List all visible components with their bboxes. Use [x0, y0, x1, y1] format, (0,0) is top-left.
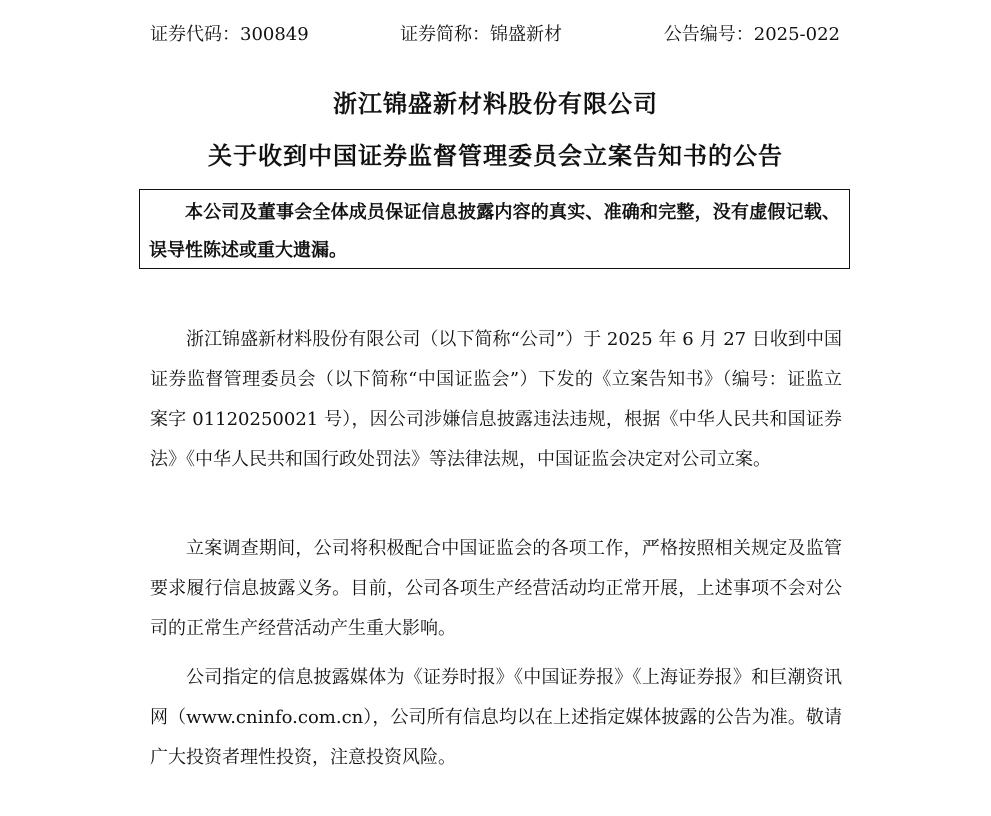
board-guarantee-notice: 本公司及董事会全体成员保证信息披露内容的真实、准确和完整，没有虚假记载、误导性陈述或重大遗漏。: [139, 189, 850, 269]
body-paragraph-1: 浙江锦盛新材料股份有限公司（以下简称“公司”）于 2025 年 6 月 27 日收到中国证券监督管理委员会（以下简称“中国证监会”）下发的《立案告知书》（编号：证监立案字 01120250021 号），因公司涉嫌信息披露违法违规，根据《中华人民共和国证券法》《中华人民共和国行政处罚法》等法律法规，中国证监会决定对公司立案。: [150, 329, 842, 470]
document-header: [150, 20, 840, 50]
stock-code: 证券代码：300849: [150, 24, 309, 45]
announcement-title: 关于收到中国证券监督管理委员会立案告知书的公告: [208, 142, 783, 170]
announcement-number: 公告编号：2025-022: [663, 24, 840, 45]
company-title: 浙江锦盛新材料股份有限公司: [333, 90, 658, 118]
body-paragraph-2: 立案调查期间，公司将积极配合中国证监会的各项工作，严格按照相关规定及监管要求履行信息披露义务。目前，公司各项生产经营活动均正常开展，上述事项不会对公司的正常生产经营活动产生重大影响。: [150, 538, 842, 639]
stock-abbreviation: 证券简称：锦盛新材: [400, 24, 562, 45]
body-paragraph-3: 公司指定的信息披露媒体为《证券时报》《中国证券报》《上海证券报》和巨潮资讯网（www.cninfo.com.cn），公司所有信息均以在上述指定媒体披露的公告为准。敬请广大投资者理性投资，注意投资风险。: [150, 667, 842, 768]
